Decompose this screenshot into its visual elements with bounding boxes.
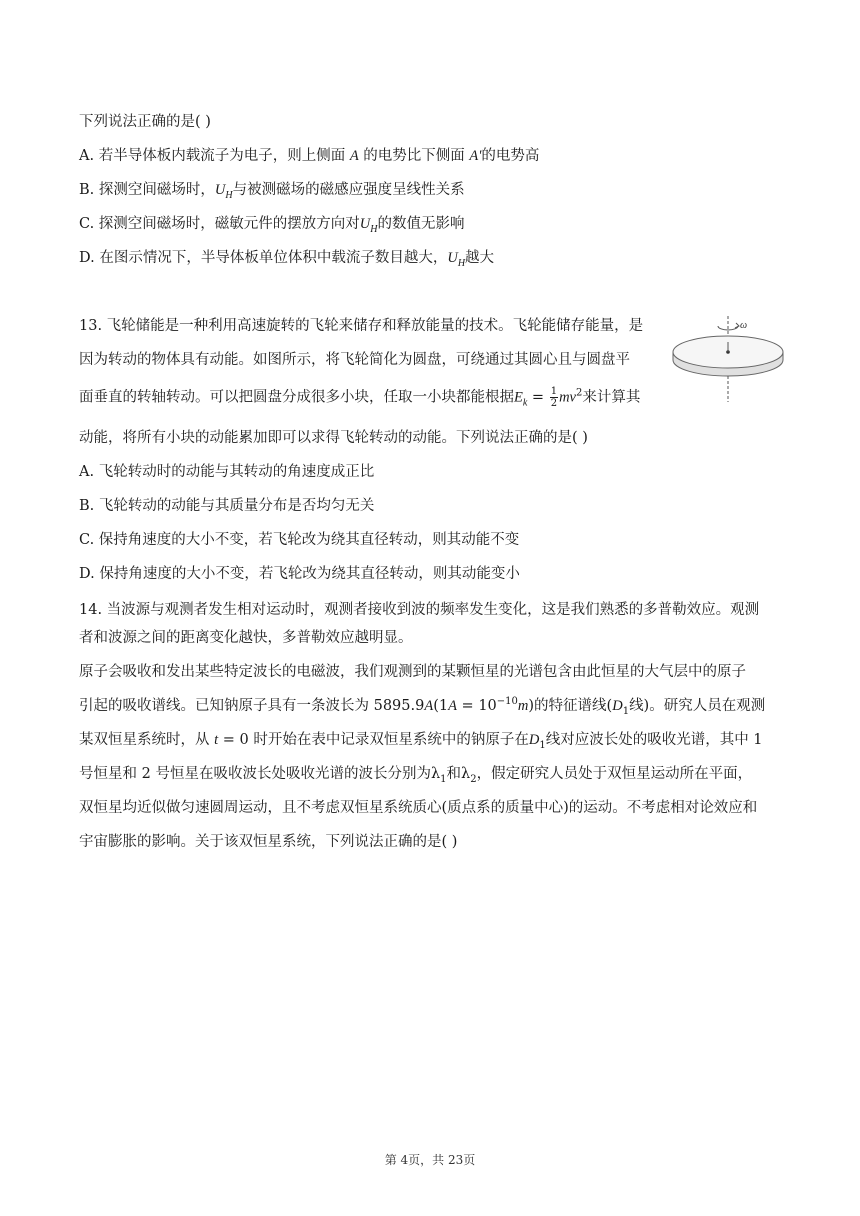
text: D. 在图示情况下，半导体板单位体积中载流子数目越大，: [79, 250, 448, 266]
text: B. 探测空间磁场时，: [79, 182, 215, 198]
q14-line-3: 原子会吸收和发出某些特定波长的电磁波，我们观测到的某颗恒星的光谱包含由此恒星的大气层中的原子: [79, 664, 746, 680]
q12-option-b: [79, 180, 465, 200]
q13-option-d: D. 保持角速度的大小不变，若飞轮改为绕其直径转动，则其动能变小: [79, 566, 520, 582]
math-var: D: [528, 732, 540, 748]
text: ，假定研究人员处于双恒星运动所在平面，: [476, 766, 753, 782]
q13-line-3: [79, 386, 640, 409]
q13-option-a: A. 飞轮转动时的动能与其转动的角速度成正比: [79, 464, 375, 480]
text: = 10: [456, 698, 497, 714]
q13-line-1: 13. 飞轮储能是一种利用高速旋转的飞轮来储存和释放能量的技术。飞轮能储存能量，是: [79, 318, 644, 334]
math-var: D: [612, 698, 623, 714]
text: 线)。研究人员在观测: [629, 698, 766, 714]
text: 号恒星和 2 号恒星在吸收波长处吸收光谱的波长分别为λ: [79, 766, 441, 782]
q13-option-c: C. 保持角速度的大小不变，若飞轮改为绕其直径转动，则其动能不变: [79, 532, 520, 548]
math-var: t: [214, 732, 219, 748]
q14-line-5: [79, 730, 763, 750]
text: 的电势高: [481, 148, 540, 164]
text: 来计算其: [582, 389, 641, 406]
text: A. 若半导体板内载流子为电子，则上侧面: [79, 148, 350, 164]
q12-option-a: [79, 146, 539, 166]
q12-option-d: [79, 248, 494, 268]
text: 线对应波长处的吸收光谱，其中 1: [545, 732, 763, 748]
math-sub: H: [370, 223, 378, 235]
q13-option-b: B. 飞轮转动的动能与其质量分布是否均匀无关: [79, 498, 375, 514]
text: (1: [433, 698, 449, 714]
q14-line-1: 14. 当波源与观测者发生相对运动时，观测者接收到波的频率发生变化，这是我们熟悉的多普勒效应。观测: [79, 602, 760, 618]
q13-line-2: 因为转动的物体具有动能。如图所示，将飞轮简化为圆盘，可绕通过其圆心且与圆盘平: [79, 352, 630, 368]
q14-line-2: 者和波源之间的距离变化越快，多普勒效应越明显。: [79, 630, 413, 646]
q12-stem: 下列说法正确的是( ): [79, 114, 211, 130]
math-var: A': [469, 148, 482, 164]
q14-line-4: [79, 696, 765, 716]
math-sub: 2: [470, 773, 477, 785]
text: =: [527, 389, 549, 406]
text: 越大: [465, 250, 495, 266]
page-footer: 第 4页，共 23页: [384, 1153, 476, 1167]
text: 面垂直的转轴转动。可以把圆盘分成很多小块，任取一小块都能根据: [79, 389, 514, 406]
text: C. 探测空间磁场时，磁敏元件的摆放方向对: [79, 216, 360, 232]
math-var: E: [514, 389, 523, 406]
math-var: A: [424, 698, 434, 714]
omega-label: ω: [740, 320, 748, 331]
math-var: A: [448, 698, 457, 714]
text: 引起的吸收谱线。已知钠原子具有一条波长为 5895.9: [79, 698, 425, 714]
math-var: U: [359, 216, 371, 232]
math-var: A: [349, 148, 359, 164]
math-var: U: [447, 250, 458, 266]
q14-line-8: 宇宙膨胀的影响。关于该双恒星系统，下列说法正确的是( ): [79, 834, 458, 850]
text: )的特征谱线(: [528, 698, 613, 714]
math-sup: −10: [496, 696, 518, 708]
text: 的电势比下侧面: [358, 148, 470, 164]
fraction-denominator: 2: [550, 398, 558, 409]
math-sub: k: [522, 397, 528, 409]
q14-line-7: 双恒星均近似做匀速圆周运动，且不考虑双恒星系统质心(质点系的质量中心)的运动。不考虑相对论效应和: [79, 800, 758, 816]
math-sub: H: [457, 257, 466, 269]
text: 某双恒星系统时，从: [79, 732, 215, 748]
fraction: [550, 386, 558, 409]
q12-option-c: [79, 214, 465, 234]
math-sub: 1: [622, 705, 630, 717]
math-var: m: [517, 698, 529, 714]
q13-line-4: 动能，将所有小块的动能累加即可以求得飞轮转动的动能。下列说法正确的是( ): [79, 430, 588, 446]
math-var: mv: [559, 389, 576, 406]
math-var: U: [214, 182, 226, 198]
fraction-numerator: 1: [550, 386, 558, 397]
math-sup: 2: [575, 387, 583, 399]
flywheel-figure: [668, 314, 788, 404]
text: = 0 时开始在表中记录双恒星系统中的钠原子在: [218, 732, 529, 748]
math-sub: 1: [539, 739, 546, 751]
math-sub: H: [225, 189, 233, 201]
flywheel-disc-drawing: [668, 314, 788, 404]
math-sub: 1: [440, 773, 447, 785]
text: 与被测磁场的磁感应强度呈线性关系: [232, 182, 465, 198]
text: 和λ: [446, 766, 471, 782]
q14-line-6: [79, 764, 752, 784]
text: 的数值无影响: [377, 216, 465, 232]
